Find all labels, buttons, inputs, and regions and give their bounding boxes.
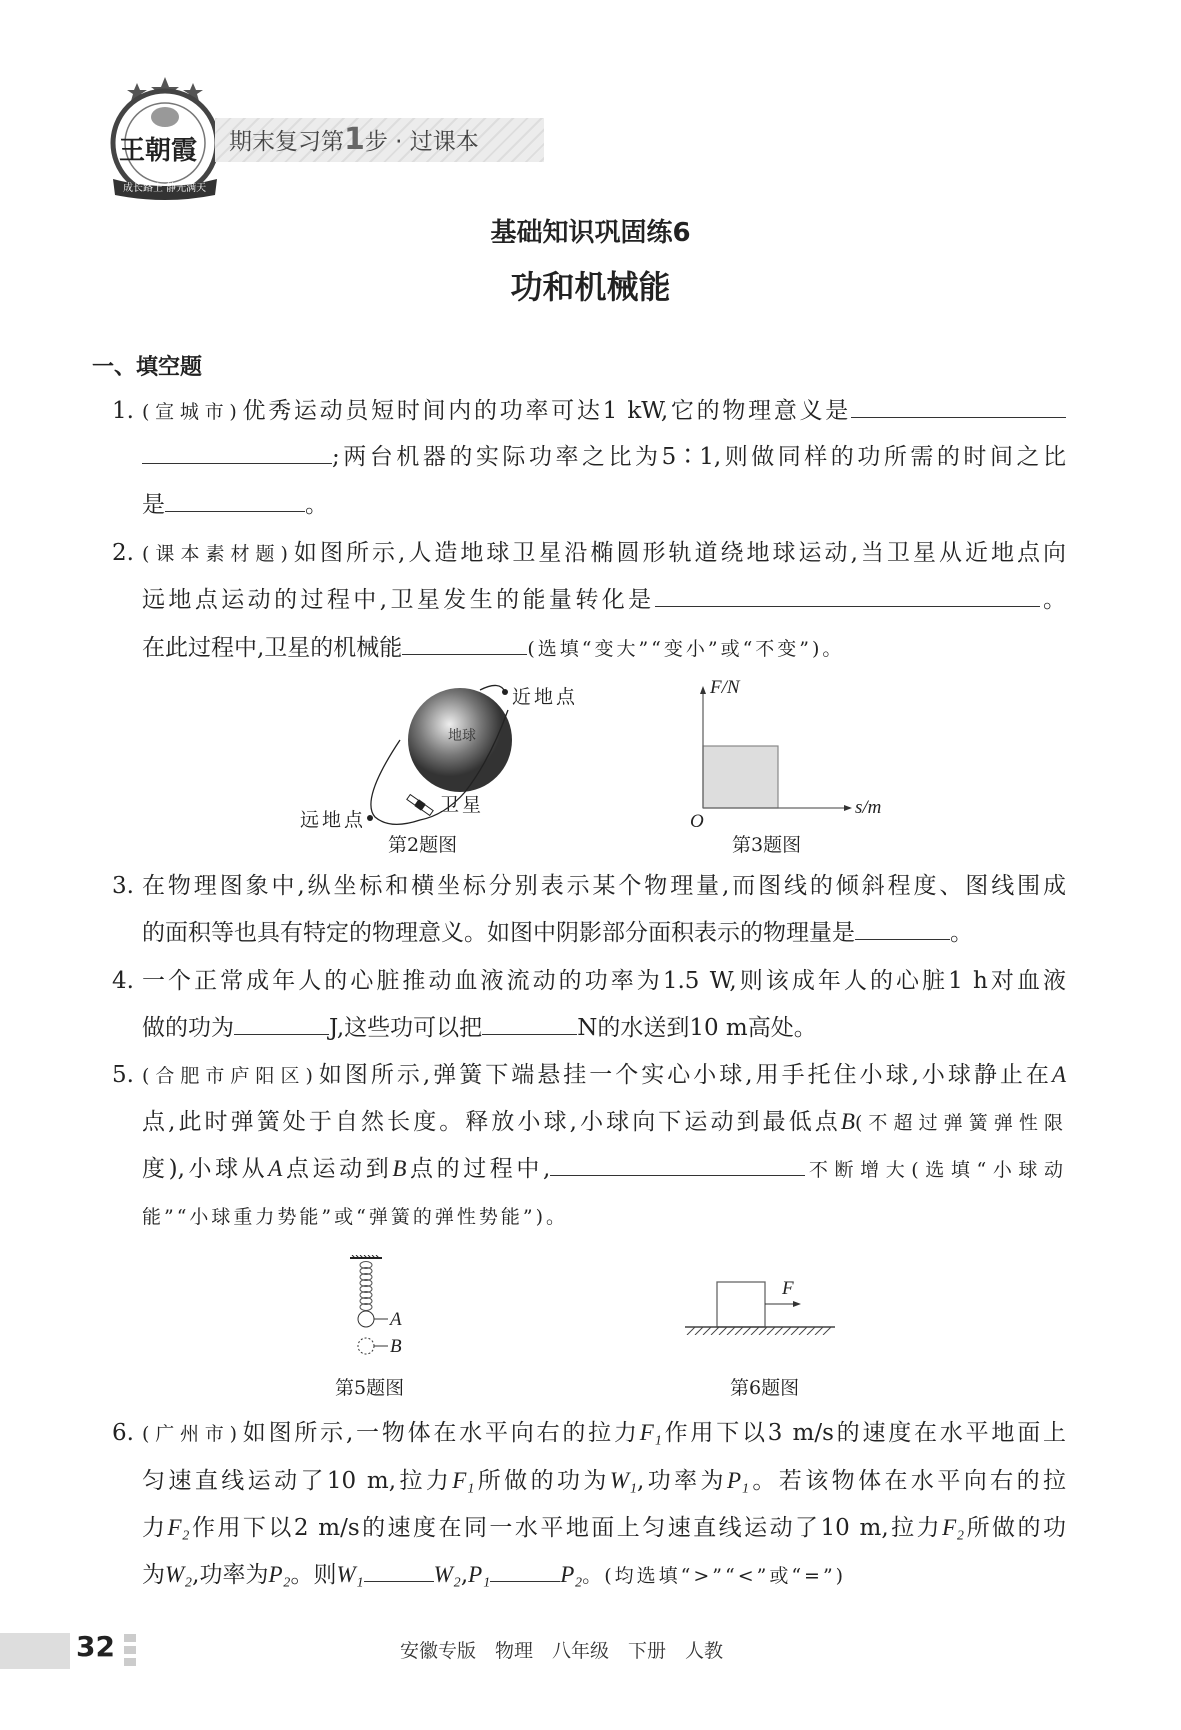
q6-var: P₁ — [468, 1562, 491, 1587]
q6-text: 所做的功 — [964, 1515, 1066, 1541]
q4-line — [142, 965, 1066, 997]
q6-var: F₁ — [639, 1420, 662, 1445]
q5-text: 如图所示,弹簧下端悬挂一个实心小球,用手托住小球,小球静止在 — [315, 1062, 1052, 1088]
q1-source: (宣城市) — [142, 401, 240, 423]
q5-var: B — [392, 1156, 407, 1181]
q3-line — [142, 917, 1066, 949]
q2-text: 远地点运动的过程中,卫星发生的能量转化是 — [142, 587, 655, 613]
q1-number: 1. — [112, 398, 134, 424]
q6-text: 作用下以2 m/s的速度在同一水平地面上匀速直线运动了10 m,拉力 — [189, 1515, 943, 1541]
q5-text: 能”“小球重力势能”或“弹簧的弹性势能”)。 — [142, 1206, 568, 1228]
page-decoration — [124, 1634, 136, 1666]
q6-text: 。则 — [290, 1562, 337, 1588]
q5-number: 5. — [112, 1062, 134, 1088]
apogee-label: 远地点 — [300, 809, 367, 831]
q6-var: F₁ — [452, 1468, 475, 1493]
q2-number: 2. — [112, 540, 134, 566]
q6-text: 匀速直线运动了10 m,拉力 — [142, 1468, 453, 1494]
q6-var: W₂ — [165, 1562, 193, 1587]
q6-line — [142, 1417, 1066, 1450]
q5-text: (不超过弹簧弹性限 — [854, 1112, 1066, 1134]
q6-text: 作用下以3 m/s的速度在水平地面上 — [661, 1420, 1067, 1446]
q5-text: 点运动到 — [282, 1156, 393, 1182]
q5-text: 不断增大(选填“小球动 — [805, 1159, 1067, 1181]
q6-text: 。(均选填“>”“<”或“=”) — [582, 1565, 847, 1587]
q5-blank[interactable] — [550, 1153, 805, 1176]
q6-source: (广州市) — [142, 1423, 240, 1445]
section-heading: 一、填空题 — [92, 355, 203, 380]
q5-source: (合肥市庐阳区) — [142, 1065, 316, 1087]
q6-line — [142, 1465, 1066, 1497]
q2-text: (选填“变大”“变小”或“不变”)。 — [527, 638, 845, 660]
q5-text: 度),小球从 — [142, 1156, 269, 1182]
logo-slogan: 成长路上 静光满天 — [123, 183, 207, 194]
q6-text: , — [460, 1562, 469, 1588]
q3-number: 3. — [112, 873, 134, 899]
q5-line — [142, 1106, 1066, 1139]
figure-5-caption: 第5题图 — [335, 1377, 405, 1399]
q4-line — [142, 1012, 1066, 1044]
q5-line — [142, 1153, 1066, 1186]
q4-text: 一个正常成年人的心脏推动血液流动的功率为1.5 W,则该成年人的心脏1 h对血液 — [142, 968, 1066, 994]
q1-line — [142, 395, 1066, 428]
q6-text: ,功率为 — [192, 1562, 269, 1588]
q1-blank-1-cont[interactable] — [142, 441, 332, 464]
q1-text: 。 — [305, 492, 328, 518]
q2-text: 。 — [1039, 587, 1067, 613]
q6-var: F₂ — [167, 1515, 190, 1540]
logo-text: 王朝霞 — [119, 136, 198, 166]
q4-text: N的水送到10 m高处。 — [577, 1015, 817, 1041]
q6-blank-2[interactable] — [490, 1559, 560, 1582]
figure-5-spring — [330, 1255, 450, 1405]
q5-var: A — [1051, 1062, 1066, 1087]
q6-var: W₁ — [609, 1468, 637, 1493]
page-title: 功和机械能 — [510, 268, 671, 306]
x-axis-label: s/m — [855, 797, 882, 818]
q4-text: 做的功为 — [142, 1015, 234, 1041]
q6-number: 6. — [112, 1420, 134, 1446]
q1-text: 是 — [142, 492, 165, 518]
q4-number: 4. — [112, 968, 134, 994]
figure-3-force-distance-graph — [680, 677, 910, 860]
q6-text: 所做的功为 — [474, 1468, 610, 1494]
position-a-label: A — [390, 1309, 402, 1330]
q3-blank[interactable] — [855, 917, 950, 940]
q1-text: 优秀运动员短时间内的功率可达1 kW,它的物理意义是 — [239, 398, 851, 424]
perigee-label: 近地点 — [512, 686, 579, 708]
q5-var: B — [840, 1109, 855, 1134]
q6-var: P₂ — [268, 1562, 291, 1587]
q4-blank-1[interactable] — [234, 1012, 329, 1035]
q6-blank-1[interactable] — [364, 1559, 434, 1582]
q6-text: 力 — [142, 1515, 168, 1541]
q3-text: 在物理图象中,纵坐标和横坐标分别表示某个物理量,而图线的倾斜程度、图线围成 — [142, 873, 1066, 899]
q6-var: W₂ — [433, 1562, 461, 1587]
q2-blank-2[interactable] — [402, 632, 527, 655]
q5-line — [142, 1059, 1066, 1092]
q2-line — [142, 632, 1066, 665]
figure-6-caption: 第6题图 — [730, 1377, 800, 1399]
origin-label: O — [690, 811, 704, 832]
q1-blank-2[interactable] — [165, 489, 305, 512]
page-number-tab — [0, 1633, 70, 1669]
q3-text: 的面积等也具有特定的物理意义。如图中阴影部分面积表示的物理量是 — [142, 920, 855, 946]
q1-line — [142, 489, 1066, 521]
q5-var: A — [268, 1156, 283, 1181]
q5-line — [142, 1200, 1066, 1233]
q2-line — [142, 537, 1066, 570]
q6-text: 如图所示,一物体在水平向右的拉力 — [240, 1420, 640, 1446]
earth-label: 地球 — [448, 728, 476, 744]
q5-text: 点的过程中, — [406, 1156, 551, 1182]
q1-text: ;两台机器的实际功率之比为5∶1,则做同样的功所需的时间之比 — [332, 444, 1066, 470]
q4-blank-2[interactable] — [482, 1012, 577, 1035]
figure-2-caption: 第2题图 — [388, 834, 458, 856]
banner-step-number: 1 — [344, 122, 365, 157]
q6-line — [142, 1559, 1066, 1592]
position-b-label: B — [390, 1336, 402, 1357]
q1-blank-1[interactable] — [851, 395, 1066, 418]
footer-book-info: 安徽专版 物理 八年级 下册 人教 — [400, 1640, 724, 1662]
banner-text: 期末复习第 — [229, 129, 344, 155]
figure-6-block — [685, 1280, 845, 1405]
q6-text: 。若该物体在水平向右的拉 — [749, 1468, 1067, 1494]
q6-var: F₂ — [942, 1515, 965, 1540]
q2-text: 在此过程中,卫星的机械能 — [142, 635, 403, 661]
q6-var: P₁ — [726, 1468, 750, 1493]
q2-blank-1[interactable] — [655, 584, 1040, 607]
page-number: 32 — [76, 1630, 115, 1663]
q6-text: ,功率为 — [636, 1468, 727, 1494]
figure-3-caption: 第3题图 — [732, 834, 802, 856]
banner-tail: 步 · 过课本 — [364, 129, 479, 155]
force-label: F — [782, 1278, 794, 1299]
section-banner — [215, 118, 544, 162]
q5-text: 点,此时弹簧处于自然长度。释放小球,小球向下运动到最低点 — [142, 1109, 841, 1135]
q6-line — [142, 1512, 1066, 1544]
q6-var: P₂ — [560, 1562, 583, 1587]
q2-text: 如图所示,人造地球卫星沿椭圆形轨道绕地球运动,当卫星从近地点向 — [290, 540, 1067, 566]
q1-line — [142, 441, 1066, 473]
q6-var: W₁ — [336, 1562, 364, 1587]
q2-source: (课本素材题) — [142, 543, 291, 565]
q3-text: 。 — [950, 920, 973, 946]
satellite-label: 卫星 — [440, 794, 485, 816]
q2-line — [142, 584, 1066, 616]
y-axis-label: F/N — [710, 677, 740, 698]
q4-text: J,这些功可以把 — [329, 1015, 483, 1041]
brand-logo — [105, 75, 225, 200]
q6-text: 为 — [142, 1562, 165, 1588]
exercise-subtitle: 基础知识巩固练6 — [490, 218, 691, 248]
q3-line — [142, 870, 1066, 902]
figure-2-orbit — [300, 680, 580, 860]
